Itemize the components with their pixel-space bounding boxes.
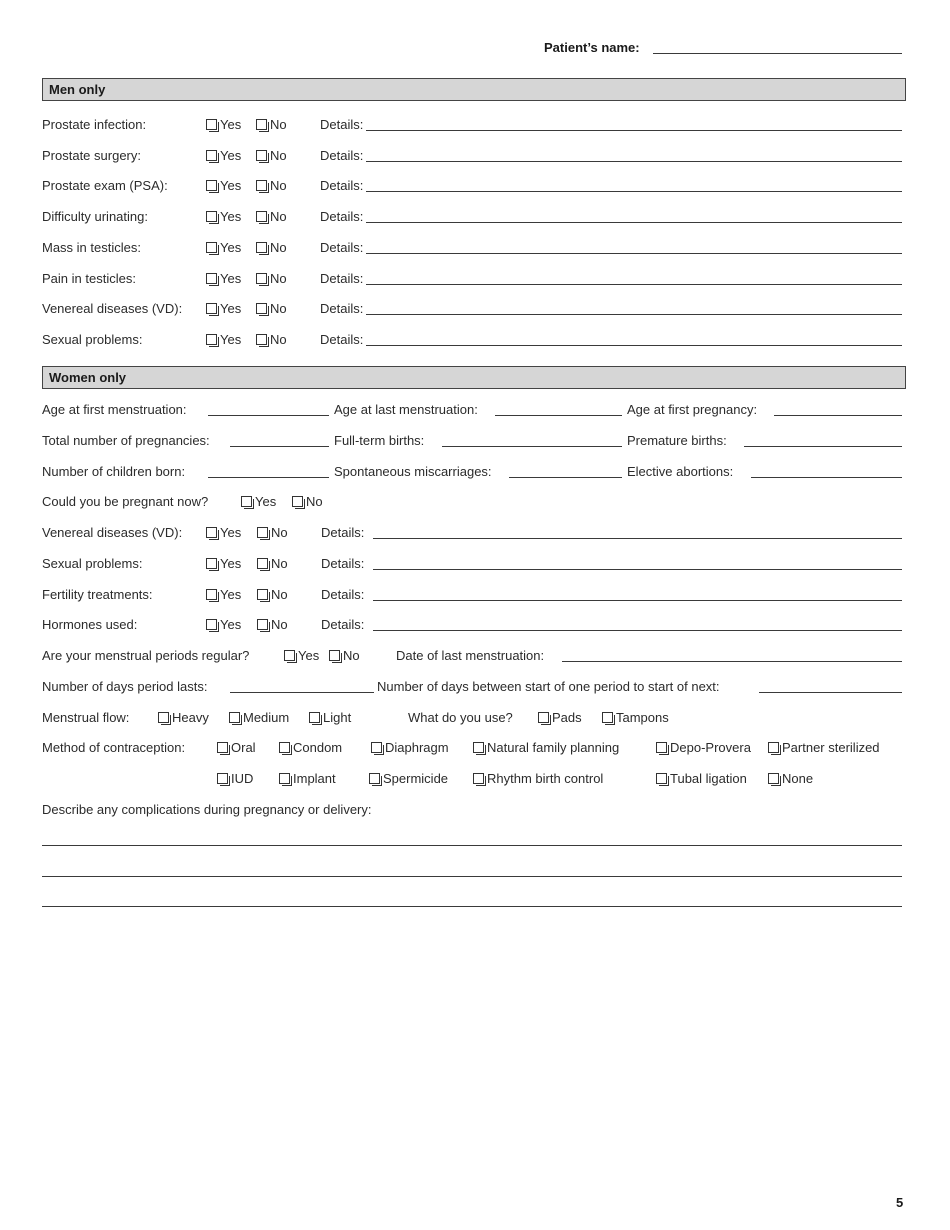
- checkbox-icon: [309, 712, 320, 723]
- men-yes-option[interactable]: Yes: [206, 301, 241, 317]
- men-condition-label: Pain in testicles:: [42, 271, 136, 286]
- flow-heavy-option[interactable]: Heavy: [158, 710, 209, 726]
- checkbox-icon: [768, 773, 779, 784]
- women-details-field[interactable]: [373, 569, 902, 570]
- total-pregnancies-field[interactable]: [230, 446, 329, 447]
- checkbox-icon: [256, 180, 267, 191]
- women-details-label: Details:: [321, 525, 365, 540]
- men-details-field[interactable]: [366, 253, 902, 254]
- what-use-label: What do you use?: [408, 710, 513, 725]
- pregnant-no-option[interactable]: No: [292, 494, 323, 510]
- men-details-field[interactable]: [366, 130, 902, 131]
- women-condition-label: Venereal diseases (VD):: [42, 525, 183, 540]
- menstrual-flow-label: Menstrual flow:: [42, 710, 130, 725]
- checkbox-icon: [371, 742, 382, 753]
- men-no-option[interactable]: No: [256, 209, 287, 225]
- premature-births-label: Premature births:: [627, 433, 727, 448]
- elective-abortions-label: Elective abortions:: [627, 464, 734, 479]
- men-no-option[interactable]: No: [256, 332, 287, 348]
- checkbox-icon: [206, 303, 217, 314]
- checkbox-icon: [217, 773, 228, 784]
- checkbox-icon: [256, 211, 267, 222]
- contraception-option[interactable]: Natural family planning: [473, 740, 619, 756]
- pregnant-now-label: Could you be pregnant now?: [42, 494, 209, 509]
- men-no-option[interactable]: No: [256, 117, 287, 133]
- contraception-option[interactable]: Rhythm birth control: [473, 771, 603, 787]
- men-details-field[interactable]: [366, 222, 902, 223]
- days-between-periods-field[interactable]: [759, 692, 902, 693]
- women-yes-option[interactable]: Yes: [206, 617, 241, 633]
- checkbox-icon: [369, 773, 380, 784]
- date-last-menstruation-field[interactable]: [562, 661, 902, 662]
- men-only-header: Men only: [42, 78, 906, 101]
- checkbox-icon: [229, 712, 240, 723]
- checkbox-icon: [768, 742, 779, 753]
- days-between-periods-label: Number of days between start of one period to start of next:: [377, 679, 720, 694]
- patient-name-field[interactable]: [653, 53, 902, 54]
- women-no-option[interactable]: No: [257, 556, 288, 572]
- checkbox-icon: [329, 650, 340, 661]
- men-details-label: Details:: [320, 301, 364, 316]
- checkbox-icon: [256, 150, 267, 161]
- women-only-header: Women only: [42, 366, 906, 389]
- men-details-field[interactable]: [366, 191, 902, 192]
- age-first-menstruation-label: Age at first menstruation:: [42, 402, 187, 417]
- checkbox-icon: [206, 211, 217, 222]
- checkbox-icon: [206, 527, 217, 538]
- checkbox-icon: [538, 712, 549, 723]
- contraception-option[interactable]: Implant: [279, 771, 336, 787]
- women-details-label: Details:: [321, 587, 365, 602]
- women-no-option[interactable]: No: [257, 617, 288, 633]
- women-no-option[interactable]: No: [257, 525, 288, 541]
- complications-line-3[interactable]: [42, 906, 902, 907]
- contraception-option[interactable]: Spermicide: [369, 771, 448, 787]
- checkbox-icon: [206, 119, 217, 130]
- children-born-field[interactable]: [208, 477, 329, 478]
- complications-line-2[interactable]: [42, 876, 902, 877]
- checkbox-icon: [256, 119, 267, 130]
- men-condition-label: Prostate exam (PSA):: [42, 178, 168, 193]
- patient-name-label: Patient’s name:: [544, 40, 640, 55]
- age-first-pregnancy-field[interactable]: [774, 415, 902, 416]
- men-details-field[interactable]: [366, 161, 902, 162]
- women-details-field[interactable]: [373, 600, 902, 601]
- men-condition-label: Mass in testicles:: [42, 240, 141, 255]
- complications-label: Describe any complications during pregnancy or delivery:: [42, 802, 372, 817]
- men-details-label: Details:: [320, 148, 364, 163]
- flow-medium-option[interactable]: Medium: [229, 710, 289, 726]
- contraception-label: Method of contraception:: [42, 740, 186, 755]
- flow-light-option[interactable]: Light: [309, 710, 351, 726]
- days-period-lasts-field[interactable]: [230, 692, 374, 693]
- men-yes-option[interactable]: Yes: [206, 117, 241, 133]
- contraception-option[interactable]: Partner sterilized: [768, 740, 880, 756]
- men-no-option[interactable]: No: [256, 148, 287, 164]
- men-yes-option[interactable]: Yes: [206, 178, 241, 194]
- men-no-option[interactable]: No: [256, 301, 287, 317]
- men-condition-label: Prostate infection:: [42, 117, 147, 132]
- contraception-option[interactable]: IUD: [217, 771, 253, 787]
- checkbox-icon: [284, 650, 295, 661]
- men-details-label: Details:: [320, 209, 364, 224]
- checkbox-icon: [241, 496, 252, 507]
- checkbox-icon: [256, 334, 267, 345]
- men-yes-option[interactable]: Yes: [206, 209, 241, 225]
- pregnant-yes-option[interactable]: Yes: [241, 494, 276, 510]
- age-first-pregnancy-label: Age at first pregnancy:: [627, 402, 758, 417]
- page-number: 5: [896, 1195, 904, 1210]
- men-details-label: Details:: [320, 117, 364, 132]
- men-details-label: Details:: [320, 178, 364, 193]
- men-yes-option[interactable]: Yes: [206, 271, 241, 287]
- women-details-field[interactable]: [373, 630, 902, 631]
- periods-regular-yes-option[interactable]: Yes: [284, 648, 319, 664]
- periods-regular-label: Are your menstrual periods regular?: [42, 648, 250, 663]
- men-yes-option[interactable]: Yes: [206, 148, 241, 164]
- days-period-lasts-label: Number of days period lasts:: [42, 679, 208, 694]
- checkbox-icon: [256, 242, 267, 253]
- checkbox-icon: [257, 619, 268, 630]
- use-pads-option[interactable]: Pads: [538, 710, 582, 726]
- men-no-option[interactable]: No: [256, 178, 287, 194]
- women-details-field[interactable]: [373, 538, 902, 539]
- checkbox-icon: [206, 334, 217, 345]
- checkbox-icon: [257, 527, 268, 538]
- men-condition-label: Difficulty urinating:: [42, 209, 148, 224]
- checkbox-icon: [256, 273, 267, 284]
- men-condition-label: Prostate surgery:: [42, 148, 141, 163]
- contraception-option[interactable]: Depo-Provera: [656, 740, 751, 756]
- contraception-option[interactable]: Condom: [279, 740, 342, 756]
- premature-births-field[interactable]: [744, 446, 902, 447]
- checkbox-icon: [279, 773, 290, 784]
- date-last-menstruation-label: Date of last menstruation:: [396, 648, 545, 663]
- checkbox-icon: [257, 589, 268, 600]
- checkbox-icon: [602, 712, 613, 723]
- checkbox-icon: [206, 150, 217, 161]
- checkbox-icon: [206, 242, 217, 253]
- checkbox-icon: [217, 742, 228, 753]
- women-yes-option[interactable]: Yes: [206, 556, 241, 572]
- checkbox-icon: [206, 273, 217, 284]
- checkbox-icon: [257, 558, 268, 569]
- complications-line-1[interactable]: [42, 845, 902, 846]
- men-yes-option[interactable]: Yes: [206, 332, 241, 348]
- women-yes-option[interactable]: Yes: [206, 587, 241, 603]
- total-pregnancies-label: Total number of pregnancies:: [42, 433, 210, 448]
- checkbox-icon: [473, 742, 484, 753]
- age-last-menstruation-label: Age at last menstruation:: [334, 402, 478, 417]
- men-details-field[interactable]: [366, 345, 902, 346]
- checkbox-icon: [656, 742, 667, 753]
- women-condition-label: Sexual problems:: [42, 556, 143, 571]
- men-no-option[interactable]: No: [256, 271, 287, 287]
- men-details-label: Details:: [320, 271, 364, 286]
- periods-regular-no-option[interactable]: No: [329, 648, 360, 664]
- use-tampons-option[interactable]: Tampons: [602, 710, 669, 726]
- men-details-label: Details:: [320, 240, 364, 255]
- checkbox-icon: [206, 558, 217, 569]
- women-condition-label: Fertility treatments:: [42, 587, 153, 602]
- checkbox-icon: [158, 712, 169, 723]
- women-condition-label: Hormones used:: [42, 617, 138, 632]
- checkbox-icon: [279, 742, 290, 753]
- age-first-menstruation-field[interactable]: [208, 415, 329, 416]
- contraception-option[interactable]: Tubal ligation: [656, 771, 747, 787]
- men-no-option[interactable]: No: [256, 240, 287, 256]
- women-details-label: Details:: [321, 556, 365, 571]
- checkbox-icon: [206, 619, 217, 630]
- spontaneous-miscarriages-label: Spontaneous miscarriages:: [334, 464, 492, 479]
- men-yes-option[interactable]: Yes: [206, 240, 241, 256]
- checkbox-icon: [656, 773, 667, 784]
- checkbox-icon: [292, 496, 303, 507]
- age-last-menstruation-field[interactable]: [495, 415, 622, 416]
- contraception-option[interactable]: Oral: [217, 740, 256, 756]
- checkbox-icon: [473, 773, 484, 784]
- elective-abortions-field[interactable]: [751, 477, 902, 478]
- contraception-option[interactable]: Diaphragm: [371, 740, 449, 756]
- women-details-label: Details:: [321, 617, 365, 632]
- men-condition-label: Venereal diseases (VD):: [42, 301, 183, 316]
- full-term-births-label: Full-term births:: [334, 433, 425, 448]
- checkbox-icon: [256, 303, 267, 314]
- women-no-option[interactable]: No: [257, 587, 288, 603]
- children-born-label: Number of children born:: [42, 464, 186, 479]
- checkbox-icon: [206, 589, 217, 600]
- men-condition-label: Sexual problems:: [42, 332, 143, 347]
- full-term-births-field[interactable]: [442, 446, 622, 447]
- men-details-field[interactable]: [366, 284, 902, 285]
- men-details-label: Details:: [320, 332, 364, 347]
- checkbox-icon: [206, 180, 217, 191]
- men-details-field[interactable]: [366, 314, 902, 315]
- women-yes-option[interactable]: Yes: [206, 525, 241, 541]
- spontaneous-miscarriages-field[interactable]: [509, 477, 622, 478]
- contraception-option[interactable]: None: [768, 771, 813, 787]
